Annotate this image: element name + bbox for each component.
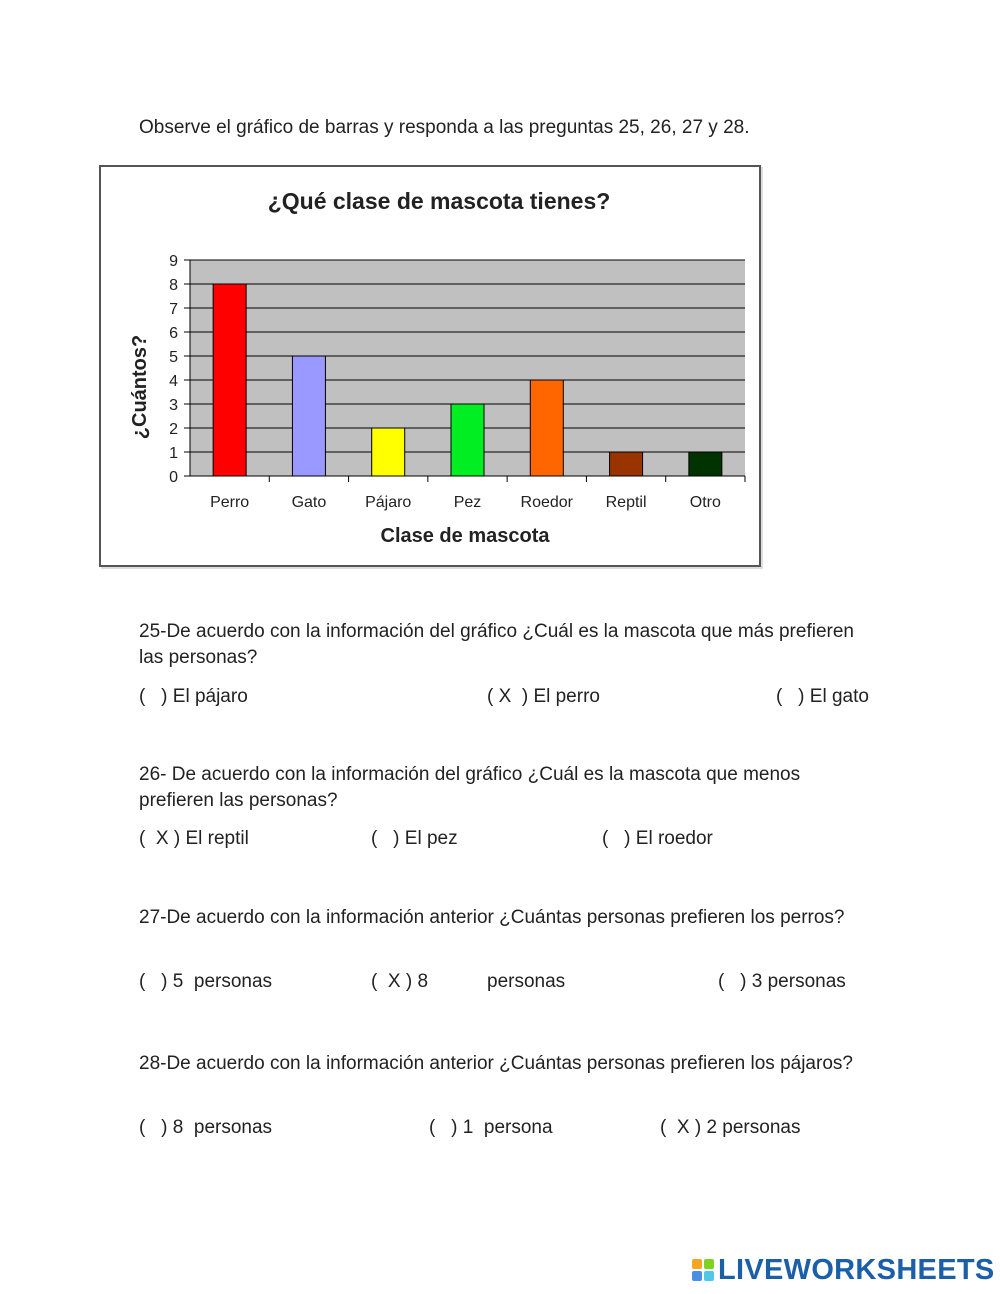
- y-tick-label: 2: [169, 421, 178, 438]
- y-tick-label: 6: [169, 325, 178, 342]
- question-28-text: 28-De acuerdo con la información anterior ¿Cuántas personas prefieren los pájaros?: [139, 1053, 853, 1074]
- q27-option-3[interactable]: ( ) 3 personas: [718, 971, 846, 992]
- x-tick-label: Reptil: [605, 494, 647, 511]
- brand-logo-square: [704, 1259, 714, 1269]
- y-tick-label: 0: [169, 469, 178, 486]
- y-tick-label: 1: [169, 445, 178, 462]
- bar-perro: [213, 284, 246, 476]
- q25-option-gato[interactable]: ( ) El gato: [776, 686, 869, 707]
- brand-logo-square: [692, 1271, 702, 1281]
- bar-pez: [451, 404, 484, 476]
- q27-option-8[interactable]: ( X ) 8: [371, 971, 429, 992]
- q26-option-pez[interactable]: ( ) El pez: [371, 828, 458, 849]
- x-tick-label: Roedor: [520, 494, 574, 511]
- brand-logo-icon: [692, 1259, 714, 1281]
- brand-logo-square: [704, 1271, 714, 1281]
- chart-y-axis-label: ¿Cuántos?: [129, 334, 151, 440]
- chart-canvas: [101, 167, 759, 565]
- x-tick-label: Perro: [210, 494, 250, 511]
- x-tick-label: Pez: [453, 494, 482, 511]
- bar-pájaro: [372, 428, 405, 476]
- x-tick-label: Otro: [689, 494, 721, 511]
- y-tick-label: 4: [169, 373, 178, 390]
- q28-option-1[interactable]: ( ) 1 persona: [429, 1117, 553, 1138]
- q25-option-pajaro[interactable]: ( ) El pájaro: [139, 686, 248, 707]
- q25-option-perro[interactable]: ( X ) El perro: [487, 686, 600, 707]
- x-tick-label: Gato: [291, 494, 327, 511]
- q27-option-8-unit: personas: [487, 971, 566, 992]
- brand-logo-square: [692, 1259, 702, 1269]
- question-26-text: 26- De acuerdo con la información del gráfico ¿Cuál es la mascota que menos prefieren las personas?: [139, 764, 801, 811]
- bar-otro: [689, 452, 722, 476]
- q26-option-reptil[interactable]: ( X ) El reptil: [139, 828, 249, 849]
- q27-option-5[interactable]: ( ) 5 personas: [139, 971, 273, 992]
- brand-name: LIVEWORKSHEETS: [718, 1253, 995, 1286]
- bar-roedor: [530, 380, 563, 476]
- q28-option-8[interactable]: ( ) 8 personas: [139, 1117, 273, 1138]
- y-tick-label: 3: [169, 397, 178, 414]
- bar-chart: [99, 165, 761, 567]
- y-tick-label: 5: [169, 349, 178, 366]
- y-tick-label: 7: [169, 301, 178, 318]
- y-tick-label: 8: [169, 277, 178, 294]
- y-tick-label: 9: [169, 253, 178, 270]
- question-27-text: 27-De acuerdo con la información anterior ¿Cuántas personas prefieren los perros?: [139, 907, 845, 928]
- question-25-text: 25-De acuerdo con la información del gráfico ¿Cuál es la mascota que más prefieren las personas?: [139, 621, 854, 668]
- chart-x-axis-label: Clase de mascota: [380, 525, 550, 547]
- instructions-text: Observe el gráfico de barras y responda a las preguntas 25, 26, 27 y 28.: [139, 117, 750, 138]
- x-tick-label: Pájaro: [365, 494, 412, 511]
- bar-reptil: [610, 452, 643, 476]
- q26-option-roedor[interactable]: ( ) El roedor: [602, 828, 713, 849]
- bar-gato: [292, 356, 325, 476]
- q28-option-2[interactable]: ( X ) 2 personas: [660, 1117, 801, 1138]
- chart-title: ¿Qué clase de mascota tienes?: [267, 188, 611, 214]
- liveworksheets-logo: [692, 1255, 995, 1285]
